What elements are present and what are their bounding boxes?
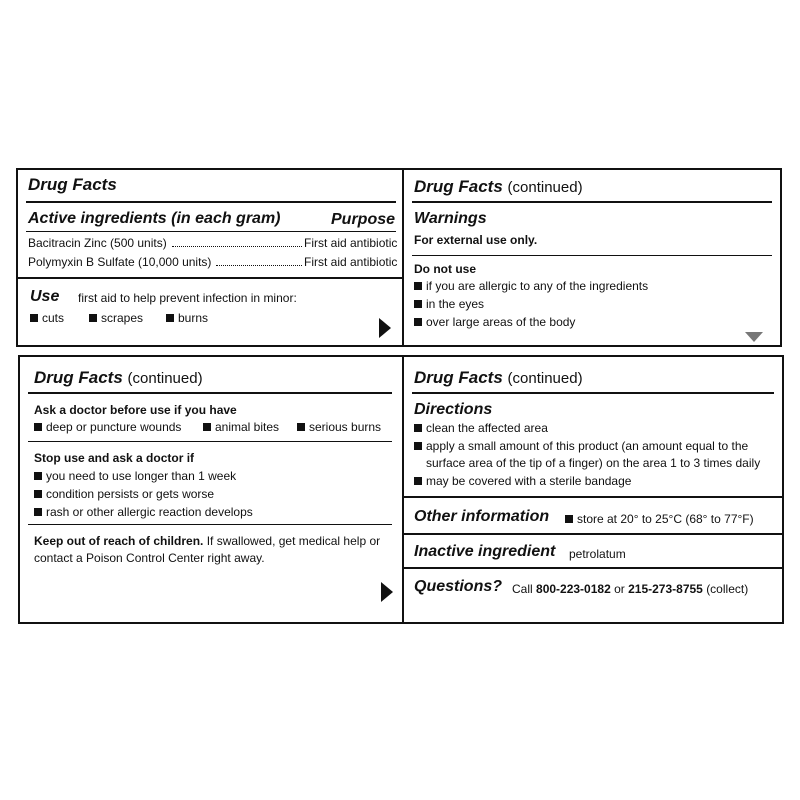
leader-dots: [216, 265, 302, 266]
do-not-use-heading: Do not use: [414, 262, 476, 276]
bullet-icon: [414, 442, 422, 450]
directions-heading: Directions: [414, 401, 493, 418]
other-info-heading: Other information: [414, 508, 550, 525]
drug-facts-title: Drug Facts (continued): [34, 368, 203, 387]
bullet-icon: [34, 472, 42, 480]
bullet-icon: [414, 424, 422, 432]
divider: [402, 567, 784, 569]
drug-facts-title: Drug Facts: [28, 175, 117, 194]
bullet-icon: [166, 314, 174, 322]
divider: [402, 533, 784, 535]
direction-item: clean the affected area: [414, 421, 548, 435]
ask-item: serious burns: [297, 420, 381, 434]
direction-item-cont: surface area of the tip of a finger) on the area 1 to 3 times daily: [426, 456, 761, 470]
ingredient-purpose: First aid antibiotic: [304, 236, 398, 250]
divider: [28, 392, 392, 394]
continue-arrow-icon: [381, 582, 393, 602]
ask-doctor-heading: Ask a doctor before use if you have: [34, 403, 237, 417]
use-item: cuts: [30, 311, 64, 325]
bullet-icon: [34, 490, 42, 498]
use-text: first aid to help prevent infection in minor:: [78, 291, 297, 305]
warning-item: over large areas of the body: [414, 315, 575, 329]
bullet-icon: [34, 423, 42, 431]
stop-use-heading: Stop use and ask a doctor if: [34, 451, 195, 465]
bullet-icon: [34, 508, 42, 516]
continue-arrow-icon: [379, 318, 391, 338]
bullet-icon: [297, 423, 305, 431]
divider: [28, 524, 392, 525]
bullet-icon: [414, 477, 422, 485]
direction-item: apply a small amount of this product (an amount equal to the: [414, 439, 748, 453]
divider: [28, 441, 392, 442]
divider: [26, 201, 396, 203]
use-item: burns: [166, 311, 208, 325]
divider: [412, 392, 774, 394]
stop-item: you need to use longer than 1 week: [34, 469, 236, 483]
divider: [16, 277, 404, 279]
bullet-icon: [565, 515, 573, 523]
other-info-text: store at 20° to 25°C (68° to 77°F): [565, 512, 754, 526]
bullet-icon: [414, 300, 422, 308]
warning-item: in the eyes: [414, 297, 484, 311]
ingredient-name: Bacitracin Zinc (500 units): [28, 236, 167, 250]
keep-out-text: Keep out of reach of children. If swallowed, get medical help or: [34, 534, 381, 548]
ask-item: animal bites: [203, 420, 279, 434]
bullet-icon: [203, 423, 211, 431]
stop-item: rash or other allergic reaction develops: [34, 505, 253, 519]
external-use-text: For external use only.: [414, 233, 538, 247]
divider: [412, 255, 772, 256]
leader-dots: [172, 246, 302, 247]
ingredient-purpose: First aid antibiotic: [304, 255, 398, 269]
ask-item: deep or puncture wounds: [34, 420, 181, 434]
bullet-icon: [89, 314, 97, 322]
keep-out-text-line2: contact a Poison Control Center right away.: [34, 551, 265, 565]
stop-item: condition persists or gets worse: [34, 487, 214, 501]
active-ingredients-heading: Active ingredients (in each gram): [28, 210, 281, 227]
divider: [412, 201, 772, 203]
use-heading: Use: [30, 288, 60, 305]
bullet-icon: [30, 314, 38, 322]
drug-facts-title: Drug Facts (continued): [414, 177, 583, 196]
ingredient-name: Polymyxin B Sulfate (10,000 units): [28, 255, 212, 269]
use-item: scrapes: [89, 311, 143, 325]
inactive-text: petrolatum: [569, 547, 626, 561]
questions-text: Call 800-223-0182 or 215-273-8755 (collect): [512, 582, 749, 596]
purpose-heading: Purpose: [331, 211, 396, 228]
warnings-heading: Warnings: [414, 210, 487, 227]
warning-item: if you are allergic to any of the ingredients: [414, 279, 648, 293]
bullet-icon: [414, 282, 422, 290]
questions-heading: Questions?: [414, 578, 503, 595]
drug-facts-title: Drug Facts (continued): [414, 368, 583, 387]
bullet-icon: [414, 318, 422, 326]
divider: [402, 496, 784, 498]
continue-arrow-down-icon: [745, 332, 763, 342]
divider: [26, 231, 396, 232]
inactive-heading: Inactive ingredient: [414, 543, 556, 560]
direction-item: may be covered with a sterile bandage: [414, 474, 631, 488]
